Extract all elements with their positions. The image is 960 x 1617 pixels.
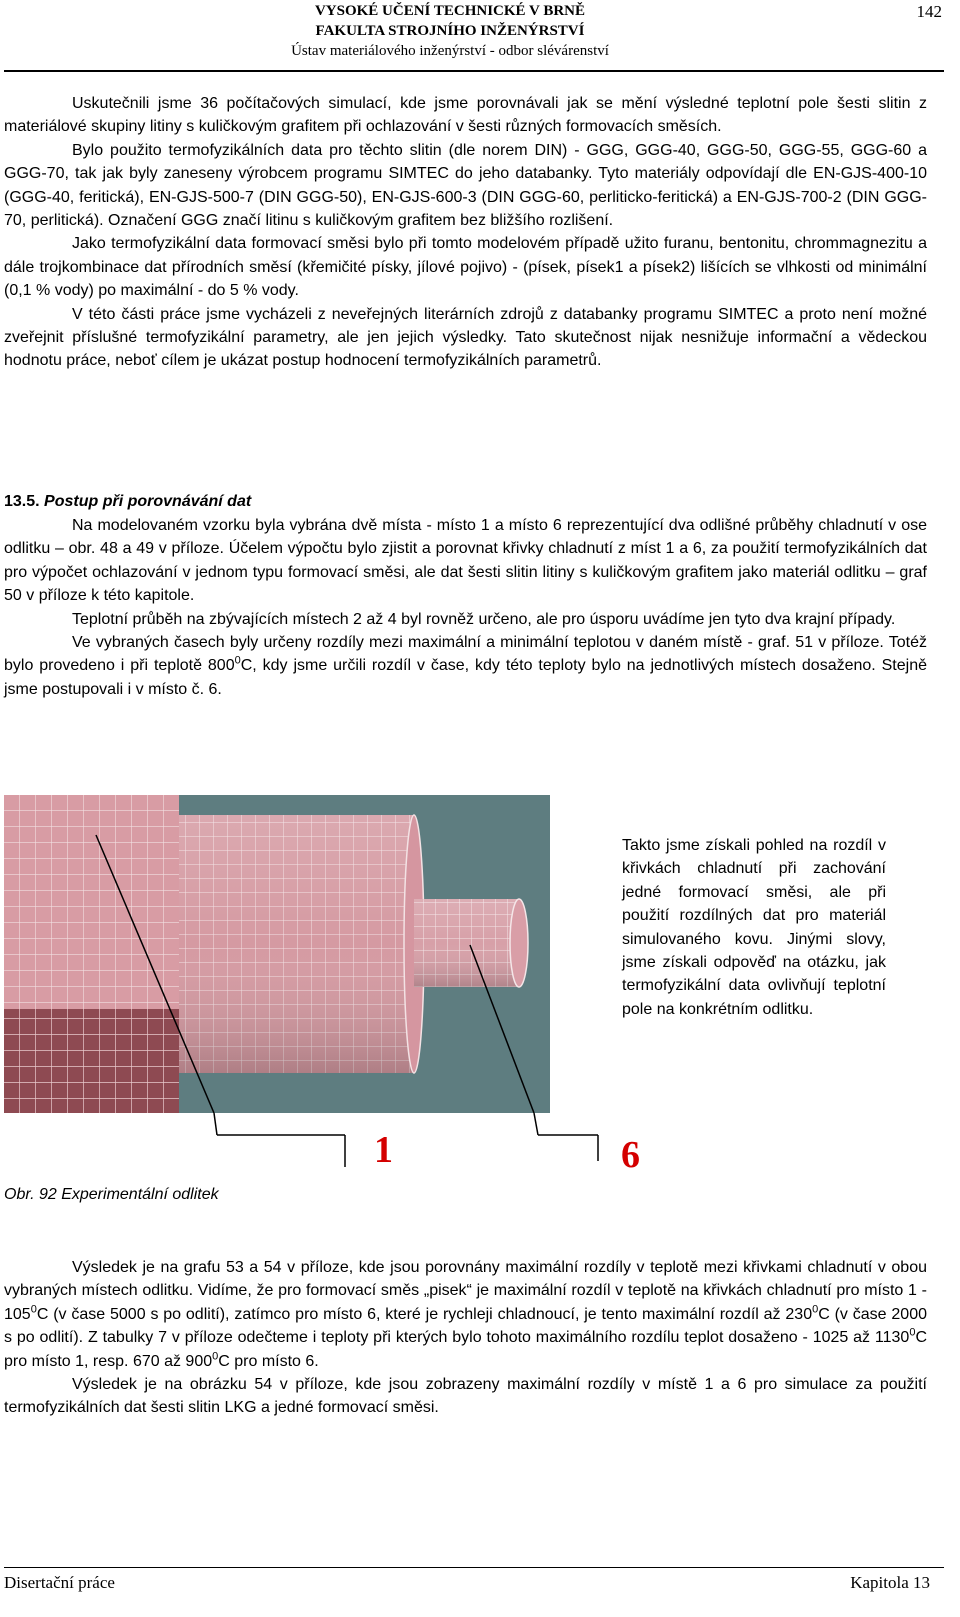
figure-caption: Obr. 92 Experimentální odlitek bbox=[4, 1186, 219, 1203]
intro-paragraph-3: Jako termofyzikální data formovací směsi bylo při tomto modelovém případě užito furanu, bentonitu, chrommagnezitu a dále trojkombinace dat přírodních směsí (křemičité písky, jílové pojivo) - (písek, písek1 a písek2) lišících se vlhkosti od minimální (0,1 % vody) po maximální - do 5 % vody. bbox=[4, 235, 927, 300]
casting-block-bottom bbox=[4, 1009, 179, 1113]
page-header bbox=[0, 0, 960, 80]
figure-leader-lines bbox=[0, 1113, 960, 1173]
intro-paragraph-2: Bylo použito termofyzikálních data pro těchto slitin (dle norem DIN) - GGG, GGG-40, GGG-50, GGG-55, GGG-60 a GGG-70, tak jak byly zaneseny výrobcem programu SIMTEC do jeho databanky. Tyto materiály odpovídají dle EN-GJS-400-10 (GGG-40, feritická), EN-GJS-500-7 (DIN GGG-50), EN-GJS-600-3 (DIN GGG-60, perliticko-feritická) a EN-GJS-700-2 (DIN GGG-70, perlitická). Označení GGG značí litinu s kuličkovým grafitem bez bližšího rozlišení. bbox=[4, 141, 927, 230]
casting-figure bbox=[4, 795, 550, 1113]
footer-chapter-label: Kapitola 13 bbox=[850, 1573, 930, 1592]
header-department: Ústav materiálového inženýrství - odbor slévárenství bbox=[291, 43, 609, 59]
intro-paragraph-4: V této části práce jsme vycházeli z neveřejných literárních zdrojů z databanky programu SIMTEC a proto není možné zveřejnit příslušné termofyzikální parametry, ale jen jejich výsledky. Tato skutečnost nijak nesnižuje informační a vědeckou hodnotu práce, neboť cílem je ukázat postup hodnocení termofyzikálních parametrů. bbox=[4, 305, 927, 370]
section-paragraph-3: Ve vybraných časech byly určeny rozdíly mezi maximální a minimální teplotou v daném místě - graf. 51 v příloze. Totéž bylo provedeno i při teplotě $800^0C$, kdy jsme určili rozdíl v čase, kdy této teploty bylo na jednotlivých místech dosaženo. Stejně jsme postupovali i v místo č. 6. bbox=[4, 634, 928, 698]
section-heading bbox=[4, 490, 251, 513]
results-paragraph-2: Výsledek je na obrázku 54 v příloze, kde jsou zobrazeny maximální rozdíly v místě 1 a 6 pro simulace za použití termofyzikálních dat šesti slitin LKG a jedné formovací směsi. bbox=[4, 1376, 927, 1417]
header-divider bbox=[4, 70, 944, 72]
location-marker-1: 1 bbox=[374, 1129, 393, 1171]
results-text bbox=[4, 1256, 927, 1420]
figure-side-text: Takto jsme získali pohled na rozdíl v křivkách chladnutí při zachování jedné formovací směsi, ale při použití rozdílných dat pro materiál simulovaného kovu. Jinými slovy, jsme získali odpověď na otázku, jak termofyzikální data ovlivňují teplotní pole na konkrétním odlitku. bbox=[622, 837, 886, 1018]
section-paragraph-2: Teplotní průběh na zbývajících místech 2 až 4 byl rovněž určeno, ale pro úsporu uvádíme jen tyto dva krajní případy. bbox=[72, 610, 896, 628]
intro-text bbox=[4, 92, 927, 373]
casting-block bbox=[4, 795, 179, 1009]
section-text bbox=[4, 514, 927, 701]
footer-thesis-label: Disertační práce bbox=[4, 1573, 115, 1592]
casting-model-image bbox=[4, 795, 550, 1113]
location-marker-6: 6 bbox=[621, 1134, 640, 1176]
section-number: 13.5. bbox=[4, 493, 40, 510]
footer-divider bbox=[4, 1567, 944, 1568]
page-number: 142 bbox=[916, 2, 942, 21]
header-university: VYSOKÉ UČENÍ TECHNICKÉ V BRNĚ bbox=[314, 3, 586, 19]
section-title: Postup při porovnávání dat bbox=[44, 493, 252, 510]
section-paragraph-1: Na modelovaném vzorku byla vybrána dvě místa - místo 1 a místo 6 reprezentující dva odlišné průběhy chladnutí v ose odlitku – obr. 48 a 49 v příloze. Účelem výpočtu bylo zjistit a porovnat křivky chladnutí z míst 1 a 6, za použití termofyzikálních dat pro výpočet ochlazování v jednom typu formovací směsi, ale dat šesti slitin litiny s kuličkovým grafitem jako materiál odlitku – graf 50 v příloze k této kapitole. bbox=[4, 517, 927, 605]
intro-paragraph-1: Uskutečnili jsme 36 počítačových simulací, kde jsme porovnávali jak se mění výsledné teplotní pole šesti slitin z materiálové skupiny litiny s kuličkovým grafitem při ochlazování v šesti různých formovacích směsích. bbox=[4, 95, 927, 136]
results-paragraph-1: Výsledek je na grafu 53 a 54 v příloze, kde jsou porovnány maximální rozdíly v teplotě mezi křivkami chladnutí v obou vybraných místech odlitku. Vidíme, že pro formovací směs „pisek“ je maximální rozdíl v teplotě na křivkách chladnutí pro místo $1 - 105^0C$ (v čase 5000 s po odlití), zatímco pro místo 6, které je rychleji chladnoucí, je tento maximální rozdíl až $230^0C$ (v čase 2000 s po odlití). Z tabulky 7 v příloze odečteme i teploty při kterých bylo tohoto maximálního rozdílu teplot dosaženo - 1025 až 1130$^0$C pro místo 1, resp. 670 až $900^0C$ pro místo 6. bbox=[4, 1259, 927, 1370]
header-faculty: FAKULTA STROJNÍHO INŽENÝRSTVÍ bbox=[315, 23, 585, 39]
